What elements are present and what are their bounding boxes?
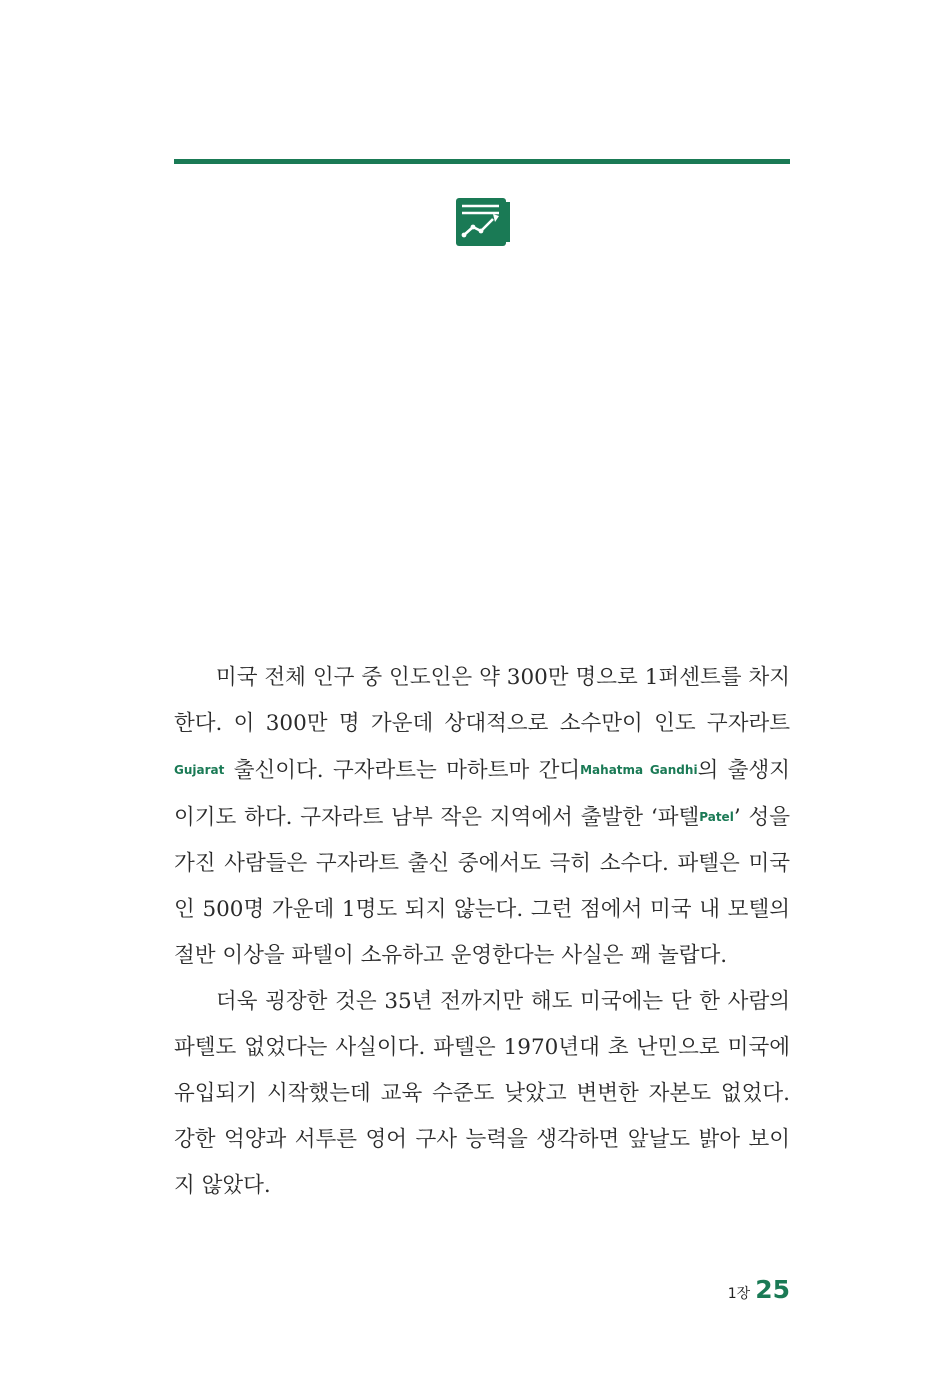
page-folio (728, 1275, 790, 1304)
gloss-gujarat: Gujarat (174, 763, 225, 777)
page-number: 25 (755, 1275, 790, 1304)
paragraph-1 (174, 655, 790, 979)
body-text (174, 655, 790, 1209)
paragraph-1-part-4: ’ 성을 가진 사람들은 구자라트 출신 중에서도 극히 소수다. 파텔은 미국인 500명 가운데 1명도 되지 않는다. 그런 점에서 미국 내 모텔의 절반 이상을 파텔이 소유하고 운영한다는 사실은 꽤 놀랍다. (174, 805, 790, 968)
header-rule (174, 159, 790, 164)
gloss-mahatma-gandhi: Mahatma Gandhi (580, 763, 698, 777)
paragraph-1-part-3: 의 출생지이기도 하다. 구자라트 남부 작은 지역에서 출발한 ‘파텔 (174, 758, 790, 830)
paragraph-2: 더욱 굉장한 것은 35년 전까지만 해도 미국에는 단 한 사람의 파텔도 없었다는 사실이다. 파텔은 1970년대 초 난민으로 미국에 유입되기 시작했는데 교육 수준도 낮았고 변변한 자본도 없었다. 강한 억양과 서투른 영어 구사 능력을 생각하면 앞날도 밝아 보이지 않았다. (174, 989, 790, 1198)
paragraph-1-part-1: 미국 전체 인구 중 인도인은 약 300만 명으로 1퍼센트를 차지한다. 이 300만 명 가운데 상대적으로 소수만이 인도 구자라트 (174, 665, 790, 736)
gloss-patel: Patel (699, 810, 734, 824)
trend-chart-icon (455, 197, 511, 247)
paragraph-1-part-2: 출신이다. 구자라트는 마하트마 간디 (224, 758, 581, 783)
chapter-label: 1장 (727, 1286, 751, 1302)
